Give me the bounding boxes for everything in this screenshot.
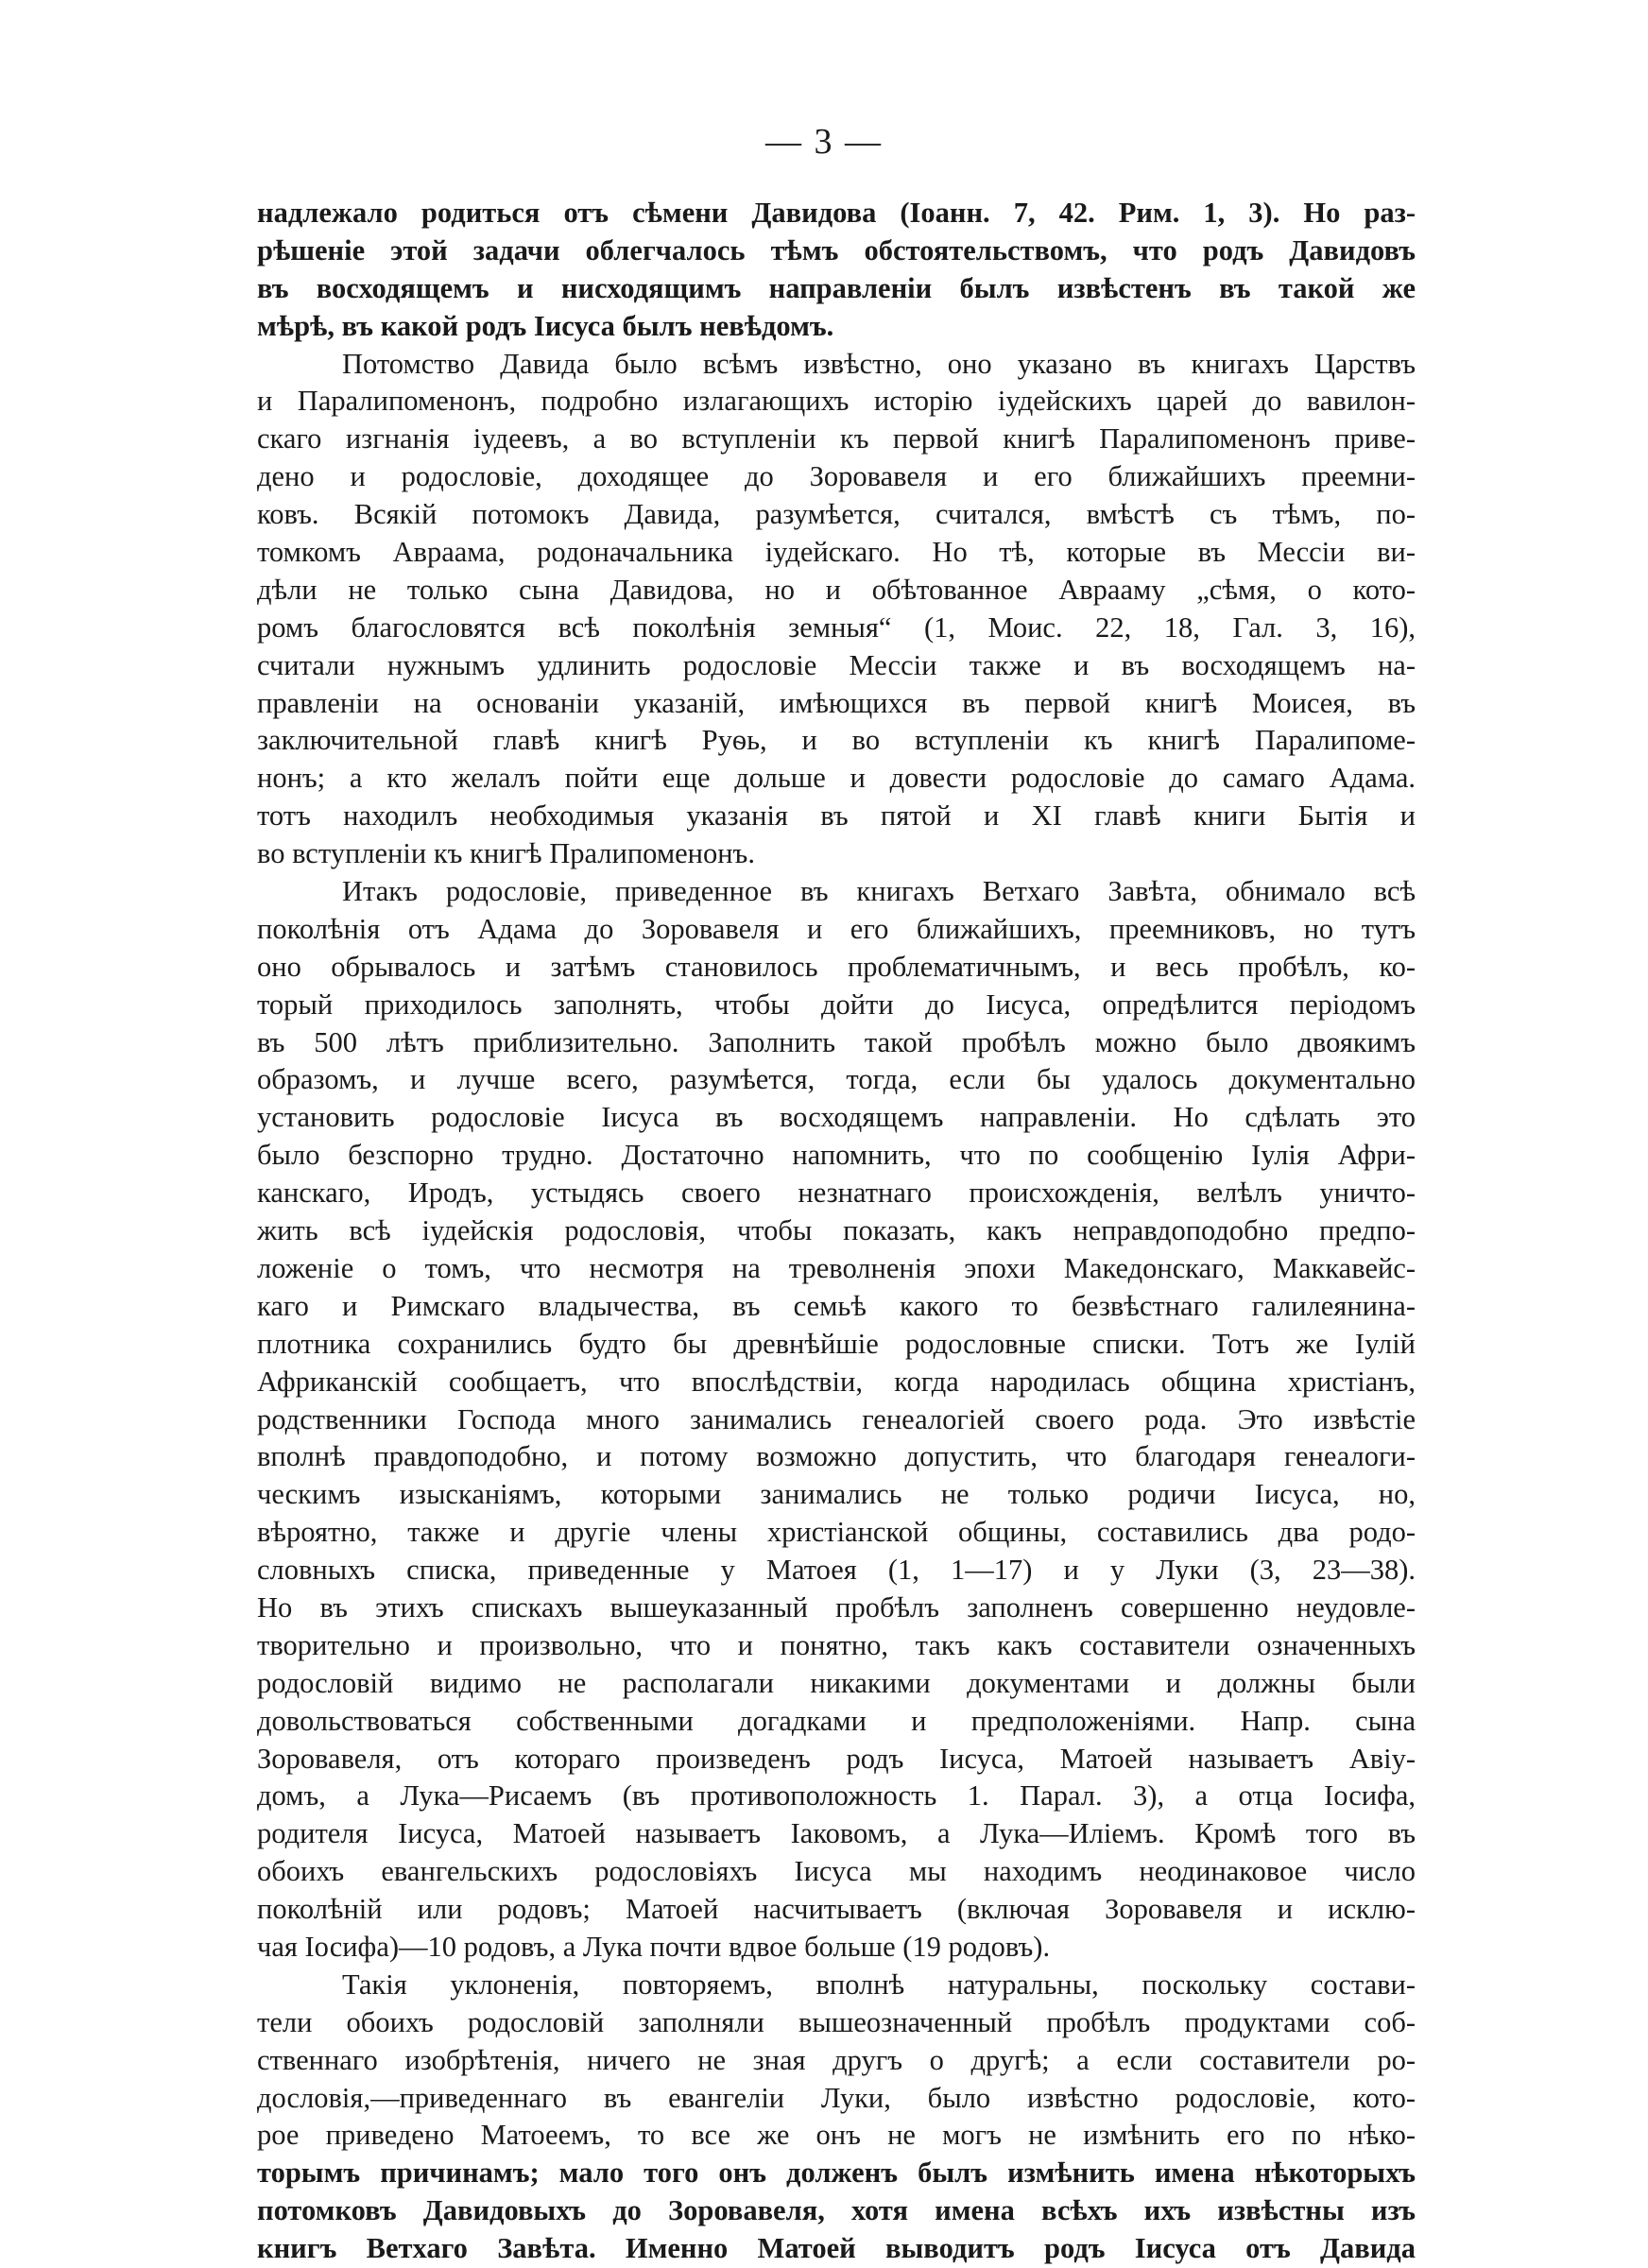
text-line: въ 500 лѣтъ приблизительно. Заполнить такой пробѣлъ можно было двоякимъ	[257, 1025, 1416, 1058]
text-line: обоихъ евангельскихъ родословіяхъ Іисуса мы находимъ неодинаковое число	[257, 1855, 1416, 1888]
text-line: Потомство Давида было всѣмъ извѣстно, оно указано въ книгахъ Царствъ	[342, 347, 1416, 380]
text-line: родителя Іисуса, Матоей называетъ Іаковомъ, а Лука—Иліемъ. Кромѣ того въ	[257, 1817, 1416, 1850]
text-line: оно обрывалось и затѣмъ становилось проблематичнымъ, и весь пробѣлъ, ко-	[257, 950, 1416, 983]
text-line: тотъ находилъ необходимыя указанія въ пятой и XI главѣ книги Бытія и	[257, 799, 1416, 833]
text-line: надлежало родиться отъ сѣмени Давидова (Іоанн. 7, 42. Рим. 1, 3). Но раз-	[257, 197, 1416, 229]
text-line: родственники Господа много занимались генеалогіей своего рода. Это извѣстіе	[257, 1402, 1416, 1435]
text-line: жить всѣ іудейскія родословія, чтобы показать, какъ неправдоподобно предпо-	[257, 1214, 1416, 1247]
text-line: дено и родословіе, доходящее до Зоровавеля и его ближайшихъ преемни-	[257, 460, 1416, 493]
text-line: словныхъ списка, приведенные у Матоея (1, 1—17) и у Луки (3, 23—38).	[257, 1554, 1416, 1587]
text-line: установить родословіе Іисуса въ восходящемъ направленіи. Но сдѣлать это	[257, 1101, 1416, 1134]
paragraph-4	[257, 1967, 1416, 2268]
text-line: тели обоихъ родословій заполняли вышеозначенный пробѣлъ продуктами соб-	[257, 2005, 1416, 2038]
text-line: дословія,—приведеннаго въ евангеліи Луки, было извѣстно родословіе, кото-	[257, 2081, 1416, 2114]
text-line: ромъ благословятся всѣ поколѣнія земныя“ (1, Моис. 22, 18, Гал. 3, 16),	[257, 610, 1416, 644]
text-line: Зоровавеля, отъ котораго произведенъ родъ Іисуса, Матоей называетъ Авіу-	[257, 1742, 1416, 1775]
text-line: образомъ, и лучше всего, разумѣется, тогда, если бы удалось документально	[257, 1063, 1416, 1096]
text-line: въ восходящемъ и нисходящимъ направленіи былъ извѣстенъ въ такой же	[257, 271, 1416, 304]
paragraph-1	[257, 195, 1416, 346]
text-line: ческимъ изысканіямъ, которыми занимались не только родичи Іисуса, но,	[257, 1478, 1416, 1511]
text-line: скаго изгнанія іудеевъ, а во вступленіи къ первой книгѣ Паралипоменонъ приве-	[257, 422, 1416, 455]
text-line: Такія уклоненія, повторяемъ, вполнѣ натуральны, поскольку состави-	[342, 1967, 1416, 2001]
text-line: родословій видимо не располагали никакими документами и должны были	[257, 1666, 1416, 1699]
paragraph-2	[257, 346, 1416, 873]
text-line: книгъ Ветхаго Завѣта. Именно Матоей выводитъ родъ Іисуса отъ Давида	[257, 2232, 1416, 2265]
text-line: Но въ этихъ спискахъ вышеуказанный пробѣлъ заполненъ совершенно неудовле-	[257, 1590, 1416, 1624]
text-line: довольствоваться собственными догадками и предположеніями. Напр. сына	[257, 1704, 1416, 1737]
text-line: поколѣній или родовъ; Матоей насчитываетъ (включая Зоровавеля и исклю-	[257, 1893, 1416, 1926]
text-line: Итакъ родословіе, приведенное въ книгахъ Ветхаго Завѣта, обнимало всѣ	[342, 875, 1416, 908]
page-body	[257, 195, 1416, 2268]
text-line: дѣли не только сына Давидова, но и обѣтованное Аврааму „сѣмя, о кото-	[257, 573, 1416, 606]
text-line: чая Іосифа)—10 родовъ, а Лука почти вдвое больше (19 родовъ).	[257, 1930, 1051, 1963]
text-line: вполнѣ правдоподобно, и потому возможно допустить, что благодаря генеалоги-	[257, 1440, 1416, 1473]
text-line: торый приходилось заполнять, чтобы дойти до Іисуса, опредѣлится періодомъ	[257, 988, 1416, 1021]
text-line: ложеніе о томъ, что несмотря на треволненія эпохи Македонскаго, Маккавейс-	[257, 1251, 1416, 1284]
text-line: каго и Римскаго владычества, въ семьѣ какого то безвѣстнаго галилеянина-	[257, 1289, 1416, 1322]
text-line: мѣрѣ, въ какой родъ Іисуса былъ невѣдомъ.	[257, 309, 834, 342]
text-line: правленіи на основаніи указаній, имѣющихся въ первой книгѣ Моисея, въ	[257, 686, 1416, 719]
text-line: ственнаго изобрѣтенія, ничего не зная другъ о другѣ; а если составители ро-	[257, 2043, 1416, 2076]
text-line: томкомъ Авраама, родоначальника іудейскаго. Но тѣ, которые въ Мессіи ви-	[257, 536, 1416, 569]
text-line: было безспорно трудно. Достаточно напомнить, что по сообщенію Іулія Афри-	[257, 1139, 1416, 1172]
text-line: рое приведено Матоеемъ, то все же онъ не могъ не измѣнить его по нѣко-	[257, 2119, 1416, 2152]
text-line: плотника сохранились будто бы древнѣйшіе родословные списки. Тотъ же Іулій	[257, 1327, 1416, 1360]
text-line: считали нужнымъ удлинить родословіе Мессіи также и въ восходящемъ на-	[257, 648, 1416, 681]
text-line: заключительной главѣ книгѣ Руѳь, и во вступленіи къ книгѣ Паралипоме-	[257, 724, 1416, 757]
text-line: потомковъ Давидовыхъ до Зоровавеля, хотя имена всѣхъ ихъ извѣстны изъ	[257, 2194, 1416, 2227]
text-line: во вступленіи къ книгѣ Пралипоменонъ.	[257, 837, 755, 870]
text-line: творительно и произвольно, что и понятно, такъ какъ составители означенныхъ	[257, 1628, 1416, 1661]
text-line: вѣроятно, также и другіе члены христіанской общины, составились два родо-	[257, 1516, 1416, 1549]
text-line: Африканскій сообщаетъ, что впослѣдствіи, когда народилась община христіанъ,	[257, 1365, 1416, 1398]
paragraph-3	[257, 873, 1416, 1967]
text-line: ковъ. Всякій потомокъ Давида, разумѣется, считался, вмѣстѣ съ тѣмъ, по-	[257, 498, 1416, 531]
page-number: — 3 —	[765, 122, 883, 162]
text-line: поколѣнія отъ Адама до Зоровавеля и его ближайшихъ, преемниковъ, но тутъ	[257, 912, 1416, 945]
text-line: и Паралипоменонъ, подробно излагающихъ исторію іудейскихъ царей до вавилон-	[257, 385, 1416, 418]
text-line: рѣшеніе этой задачи облегчалось тѣмъ обстоятельствомъ, что родъ Давидовъ	[257, 233, 1416, 266]
text-line: торымъ причинамъ; мало того онъ долженъ былъ измѣнить имена нѣкоторыхъ	[257, 2156, 1416, 2190]
text-line: домъ, а Лука—Рисаемъ (въ противоположность 1. Парал. 3), а отца Іосифа,	[257, 1779, 1416, 1813]
text-line: канскаго, Иродъ, устыдясь своего незнатнаго происхожденія, велѣлъ уничто-	[257, 1177, 1416, 1210]
text-line: нонъ; а кто желалъ пойти еще дольше и довести родословіе до самаго Адама.	[257, 762, 1416, 795]
